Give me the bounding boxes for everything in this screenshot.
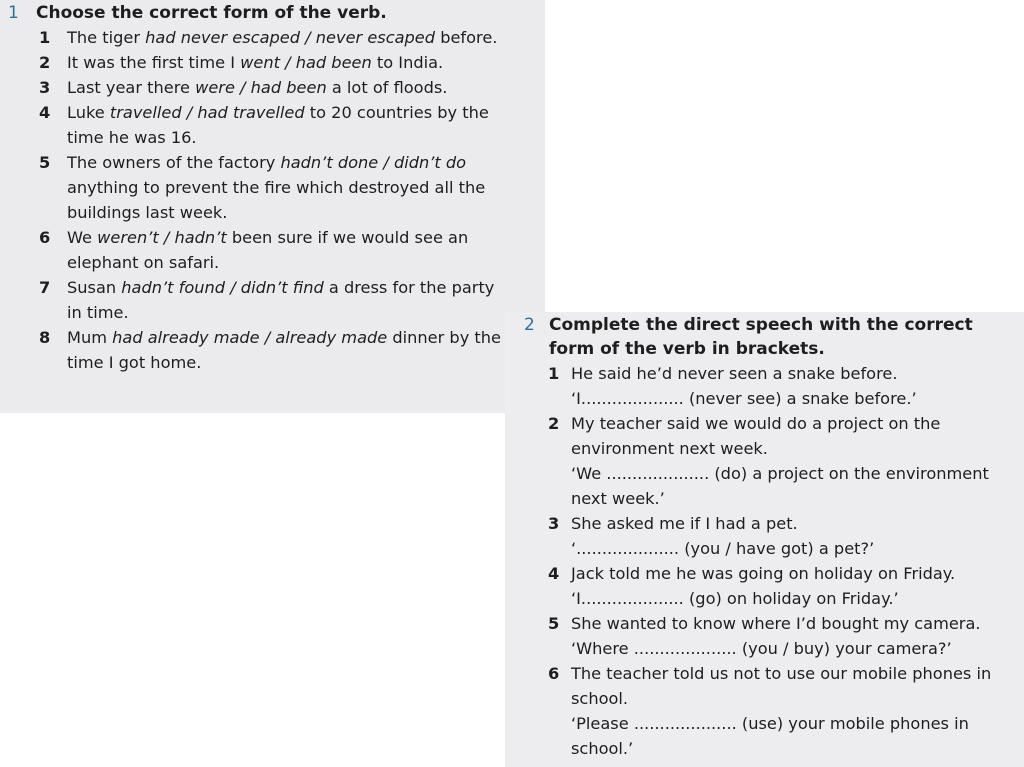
- item-text: [571, 611, 1011, 661]
- list-item: [8, 50, 545, 75]
- item-number: 7: [39, 278, 51, 297]
- exercise-2-title: Complete the direct speech with the correct form of the verb in brackets.: [549, 315, 973, 359]
- item-text: It was the first time I went / had been to India.: [67, 53, 444, 72]
- reported-sentence: She wanted to know where I’d bought my camera.: [571, 614, 981, 633]
- item-number: 4: [548, 564, 560, 583]
- list-item: [524, 361, 1024, 411]
- exercise-2-items: [524, 361, 1024, 761]
- list-item: [524, 661, 1024, 761]
- list-item: [8, 325, 545, 375]
- reported-sentence: My teacher said we would do a project on the environment next week.: [571, 414, 941, 458]
- list-item: [8, 225, 545, 275]
- item-number: 4: [39, 103, 51, 122]
- verb-options: were / had been: [195, 78, 327, 97]
- item-number: 5: [548, 614, 560, 633]
- reported-sentence: She asked me if I had a pet.: [571, 514, 798, 533]
- exercise-1-number: 1: [8, 3, 19, 23]
- exercise-1-panel: [0, 0, 545, 413]
- item-text: Luke travelled / had travelled to 20 countries by the time he was 16.: [67, 103, 489, 147]
- exercise-1-heading: [8, 1, 545, 25]
- list-item: [8, 25, 545, 50]
- item-text: [571, 411, 1011, 511]
- item-number: 6: [39, 228, 51, 247]
- item-number: 3: [548, 514, 560, 533]
- verb-options: went / had been: [240, 53, 372, 72]
- item-number: 3: [39, 78, 51, 97]
- list-item: [524, 511, 1024, 561]
- item-text: [571, 561, 1011, 611]
- item-number: 1: [39, 28, 51, 47]
- item-text: [571, 661, 1011, 761]
- exercise-2-heading: [524, 313, 1024, 361]
- verb-options: had already made / already made: [112, 328, 388, 347]
- item-text: Susan hadn’t found / didn’t find a dress for the party in time.: [67, 278, 495, 322]
- reported-sentence: Jack told me he was going on holiday on Friday.: [571, 564, 956, 583]
- item-number: 6: [548, 664, 560, 683]
- direct-speech-blank: ‘I.................... (never see) a snake before.’: [571, 389, 917, 408]
- item-text: [571, 361, 1011, 411]
- item-text: [571, 511, 1011, 561]
- item-number: 2: [548, 414, 560, 433]
- list-item: [8, 275, 545, 325]
- item-number: 1: [548, 364, 560, 383]
- direct-speech-blank: ‘We .................... (do) a project on the environment next week.’: [571, 464, 989, 508]
- item-text: We weren’t / hadn’t been sure if we would see an elephant on safari.: [67, 228, 469, 272]
- direct-speech-blank: ‘Where .................... (you / buy) your camera?’: [571, 639, 952, 658]
- reported-sentence: He said he’d never seen a snake before.: [571, 364, 898, 383]
- item-number: 5: [39, 153, 51, 172]
- verb-options: had never escaped / never escaped: [145, 28, 436, 47]
- direct-speech-blank: ‘Please .................... (use) your mobile phones in school.’: [571, 714, 969, 758]
- verb-options: travelled / had travelled: [109, 103, 305, 122]
- verb-options: weren’t / hadn’t: [97, 228, 227, 247]
- item-number: 8: [39, 328, 51, 347]
- item-text: Mum had already made / already made dinner by the time I got home.: [67, 328, 501, 372]
- list-item: [524, 411, 1024, 511]
- list-item: [8, 75, 545, 100]
- list-item: [524, 561, 1024, 611]
- list-item: [8, 100, 545, 150]
- exercise-2-panel: [505, 312, 1024, 767]
- exercise-1-items: [8, 25, 545, 375]
- list-item: [8, 150, 545, 225]
- direct-speech-blank: ‘.................... (you / have got) a pet?’: [571, 539, 875, 558]
- exercise-2-number: 2: [524, 315, 535, 335]
- reported-sentence: The teacher told us not to use our mobile phones in school.: [571, 664, 992, 708]
- verb-options: hadn’t found / didn’t find: [121, 278, 324, 297]
- item-text: The owners of the factory hadn’t done / didn’t do anything to prevent the fire which destroyed all the buildings last week.: [67, 153, 486, 222]
- item-text: Last year there were / had been a lot of floods.: [67, 78, 448, 97]
- exercise-1-title: Choose the correct form of the verb.: [36, 3, 387, 23]
- item-number: 2: [39, 53, 51, 72]
- list-item: [524, 611, 1024, 661]
- verb-options: hadn’t done / didn’t do: [280, 153, 467, 172]
- item-text: The tiger had never escaped / never escaped before.: [67, 28, 498, 47]
- direct-speech-blank: ‘I.................... (go) on holiday on Friday.’: [571, 589, 899, 608]
